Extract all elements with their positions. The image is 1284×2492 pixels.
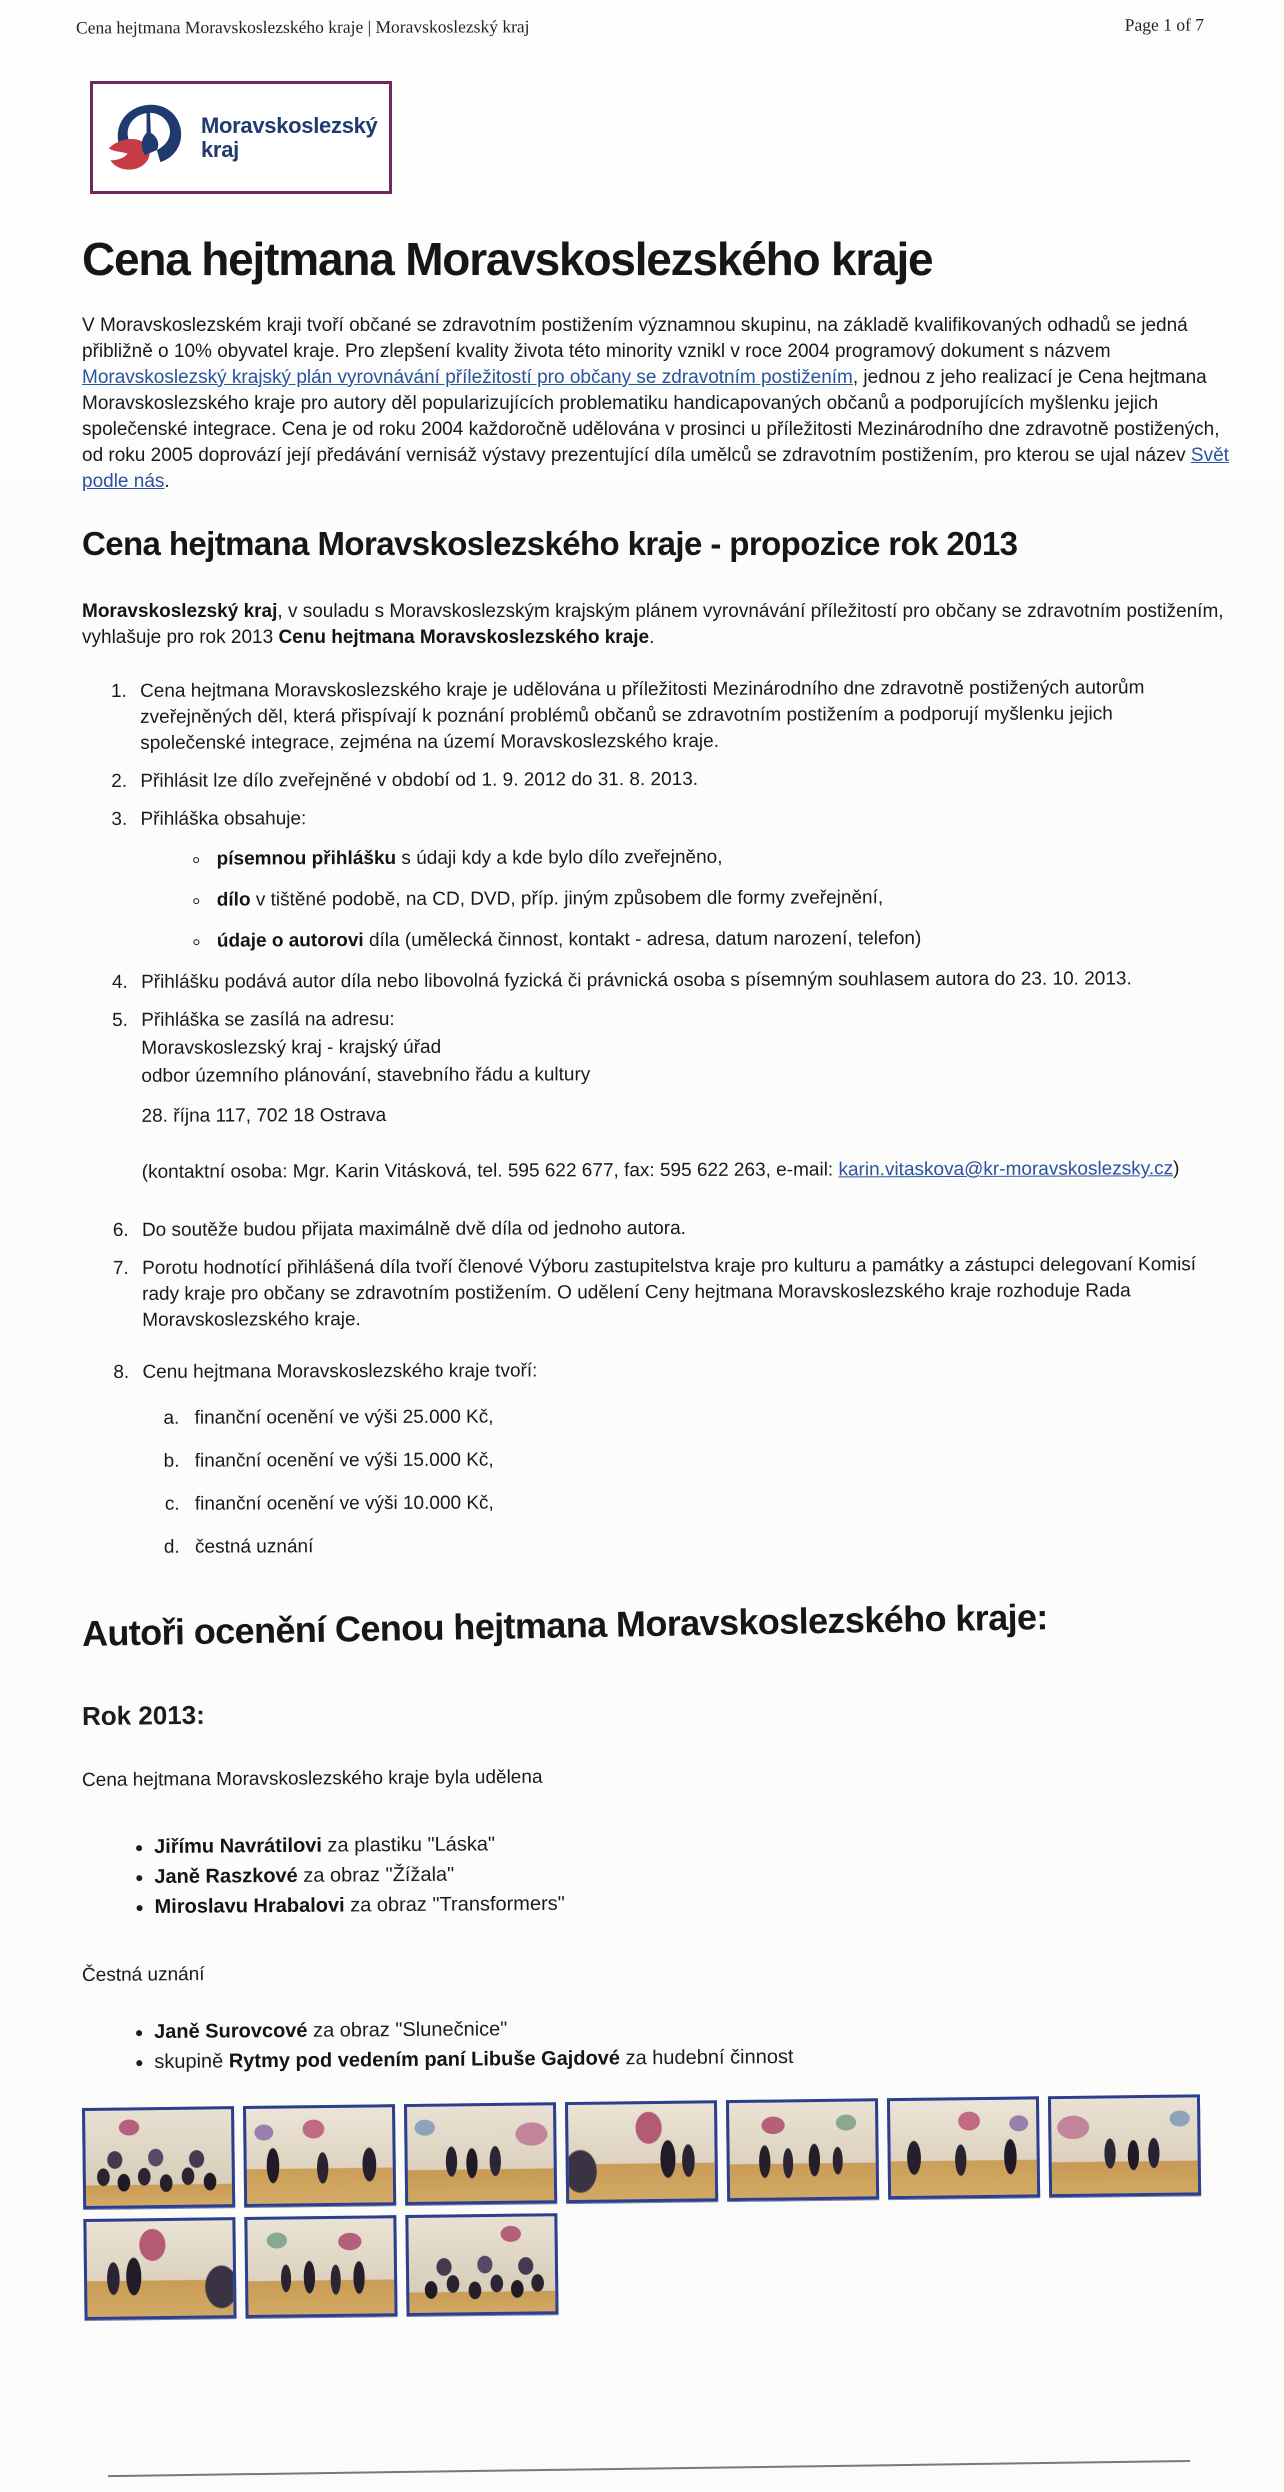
photo-thumbnail[interactable] <box>404 2103 557 2206</box>
winner-item: • Miroslavu Hrabalovi za obraz "Transformers" <box>154 1888 1234 1919</box>
awards-heading: Autoři ocenění Cenou hejtmana Moravskoslezského kraje: <box>81 1596 1049 1654</box>
lead-text-2: . <box>649 626 655 648</box>
photo-thumbnail[interactable] <box>82 2107 235 2210</box>
rule-item-2: 2. Přihlásit lze dílo zveřejněné v období od 1. 9. 2012 do 31. 8. 2013. <box>132 765 1196 795</box>
photo-thumbnail[interactable] <box>405 2214 558 2317</box>
rule-item-4: 4. Přihlášku podává autor díla nebo libovolná fyzická či právnická osoba s písemným souhlasem autora do 23. 10. 2013. <box>133 966 1197 996</box>
contact-text-1: (kontaktní osoba: Mgr. Karin Vitásková, tel. 595 622 677, fax: 595 622 263, e-mail: <box>141 1159 839 1183</box>
contact-email-link[interactable]: karin.vitaskova@kr-moravskoslezsky.cz <box>838 1158 1174 1181</box>
lead-text-1: , v souladu s Moravskoslezským krajským plánem vyrovnávání příležitostí pro občany se zdravotním postižením, vyhlašuje pro rok 2013 <box>82 600 1224 648</box>
intro-text-1: V Moravskoslezském kraji tvoří občané se zdravotním postižením významnou skupinu, na základě kvalifikovaných odhadů se jedná přibližně o 10% obyvatel kraje. Pro zlepšení kvality života této minority vznikl v roce 2004 programový dokument s názvem <box>82 314 1188 362</box>
rule-item-7: 7. Porotu hodnotící přihlášená díla tvoří členové Výboru zastupitelstva kraje pro kulturu a památky a zástupci delegovaní Komisí rady kraje pro občany se zdravotním postižením. O udělení Ceny hejtmana Moravskoslezského kraje rozhoduje Rada Moravskoslezského kraje. <box>134 1252 1198 1334</box>
rule-item-5 <box>133 1004 1198 1186</box>
awards-lead: Cena hejtmana Moravskoslezského kraje byla udělena <box>81 1767 543 1792</box>
bottom-separator <box>108 2460 1190 2477</box>
rule-item-5-label: 5. Přihláška se zasílá na adresu: <box>141 1008 395 1031</box>
application-contents-list <box>211 843 1197 954</box>
year-heading: Rok 2013: <box>81 1700 205 1732</box>
lead-bold-2: Cenu hejtmana Moravskoslezského kraje <box>278 626 650 648</box>
lead-bold-1: Moravskoslezský kraj <box>82 600 278 622</box>
winners-list <box>154 1828 1235 1919</box>
photo-thumbnail[interactable] <box>244 2216 397 2319</box>
rule-item-1: 1. Cena hejtmana Moravskoslezského kraje je udělována u příležitosti Mezinárodního dne zdravotně postižených autorům zveřejněných děl, která přispívají k poznání problémů občanů se zdravotním postižením a podporují myšlenku jejich společenské integrace, zejména na území Moravskoslezského kraje. <box>132 675 1196 757</box>
contact-info <box>142 1156 1192 1186</box>
print-header-page-number: Page 1 of 7 <box>1124 14 1205 35</box>
region-logo-emblem-icon <box>107 95 193 181</box>
photo-thumbnail[interactable] <box>1048 2095 1201 2198</box>
rule-item-3 <box>132 803 1197 955</box>
photo-thumbnail[interactable] <box>565 2101 718 2204</box>
propozice-lead <box>82 599 1230 651</box>
contact-text-2: ) <box>1173 1158 1180 1180</box>
rule-item-8 <box>134 1356 1199 1561</box>
prize-item: b. finanční ocenění ve výši 15.000 Kč, <box>185 1445 1199 1475</box>
rule-item-8-label: Cenu hejtmana Moravskoslezského kraje tvoří: <box>142 1360 538 1383</box>
print-header <box>0 0 1284 39</box>
photo-thumbnail[interactable] <box>887 2097 1040 2200</box>
print-header-title: Cena hejtmana Moravskoslezského kraje | Moravskoslezský kraj <box>75 16 530 38</box>
photo-thumbnail[interactable] <box>83 2218 236 2321</box>
application-item: ◦ údaje o autorovi díla (umělecká činnost, kontakt - adresa, datum narození, telefon) <box>211 925 1197 954</box>
address-line-1: Moravskoslezský kraj - krajský úřad <box>141 1036 442 1059</box>
intro-text-2: , jednou z jeho realizací je Cena hejtmana Moravskoslezského kraje pro autory děl popularizujících problematiku handicapovaných občanů a podporujících myšlenku jejich společenské integrace. Cena je od roku 2004 každoročně udělována v prosinci u příležitosti Mezinárodního dne zdravotně postižených, od roku 2005 doprovází její předávání vernisáž výstavy prezentující díla umělců se zdravotním postižením, pro kterou se ujal název <box>82 366 1220 466</box>
application-item: ◦ dílo v tištěné podobě, na CD, DVD, příp. jiným způsobem dle formy zveřejnění, <box>211 884 1197 913</box>
svet-podle-nas-link[interactable]: Svět podle nás <box>82 444 1229 492</box>
rule-item-3-label: Přihláška obsahuje: <box>140 807 307 830</box>
honors-label: Čestná uznání <box>81 1964 205 1987</box>
honors-list <box>154 2013 1234 2074</box>
photo-thumbnail[interactable] <box>726 2099 879 2202</box>
prize-list <box>185 1402 1200 1561</box>
winner-item: • Janě Raszkové za obraz "Žížala" <box>154 1858 1234 1889</box>
honor-item: • Janě Surovcové za obraz "Slunečnice" <box>154 2013 1234 2044</box>
region-logo-text: Moravskoslezský kraj <box>201 113 378 162</box>
rules-list <box>96 675 1199 1561</box>
prize-item: a. finanční ocenění ve výši 25.000 Kč, <box>185 1402 1199 1432</box>
application-item: ◦ písemnou přihlášku s údaji kdy a kde bylo dílo zveřejněno, <box>211 843 1197 872</box>
photo-gallery <box>82 2095 1211 2321</box>
page-content <box>82 81 1234 2320</box>
region-logo[interactable] <box>90 81 392 194</box>
photo-thumbnail[interactable] <box>243 2105 396 2208</box>
propozice-heading: Cena hejtmana Moravskoslezského kraje - propozice rok 2013 <box>82 524 1018 562</box>
address-line-2: odbor územního plánování, stavebního řádu a kultury <box>141 1064 591 1087</box>
page-title: Cena hejtmana Moravskoslezského kraje <box>82 233 933 285</box>
prize-item: c. finanční ocenění ve výši 10.000 Kč, <box>185 1488 1199 1518</box>
rule-item-6: 6. Do soutěže budou přijata maximálně dvě díla od jednoho autora. <box>134 1214 1198 1244</box>
honor-item: • skupině Rytmy pod vedením paní Libuše Gajdové za hudební činnost <box>154 2043 1234 2074</box>
intro-text-3: . <box>164 470 170 492</box>
intro-paragraph <box>82 313 1230 495</box>
winner-item: • Jiřímu Navrátilovi za plastiku "Láska" <box>154 1828 1234 1859</box>
prize-item: d. čestná uznání <box>185 1531 1199 1561</box>
plan-link[interactable]: Moravskoslezský krajský plán vyrovnávání příležitostí pro občany se zdravotním postižením <box>82 366 853 388</box>
address-line-3: 28. října 117, 702 18 Ostrava <box>141 1104 387 1127</box>
